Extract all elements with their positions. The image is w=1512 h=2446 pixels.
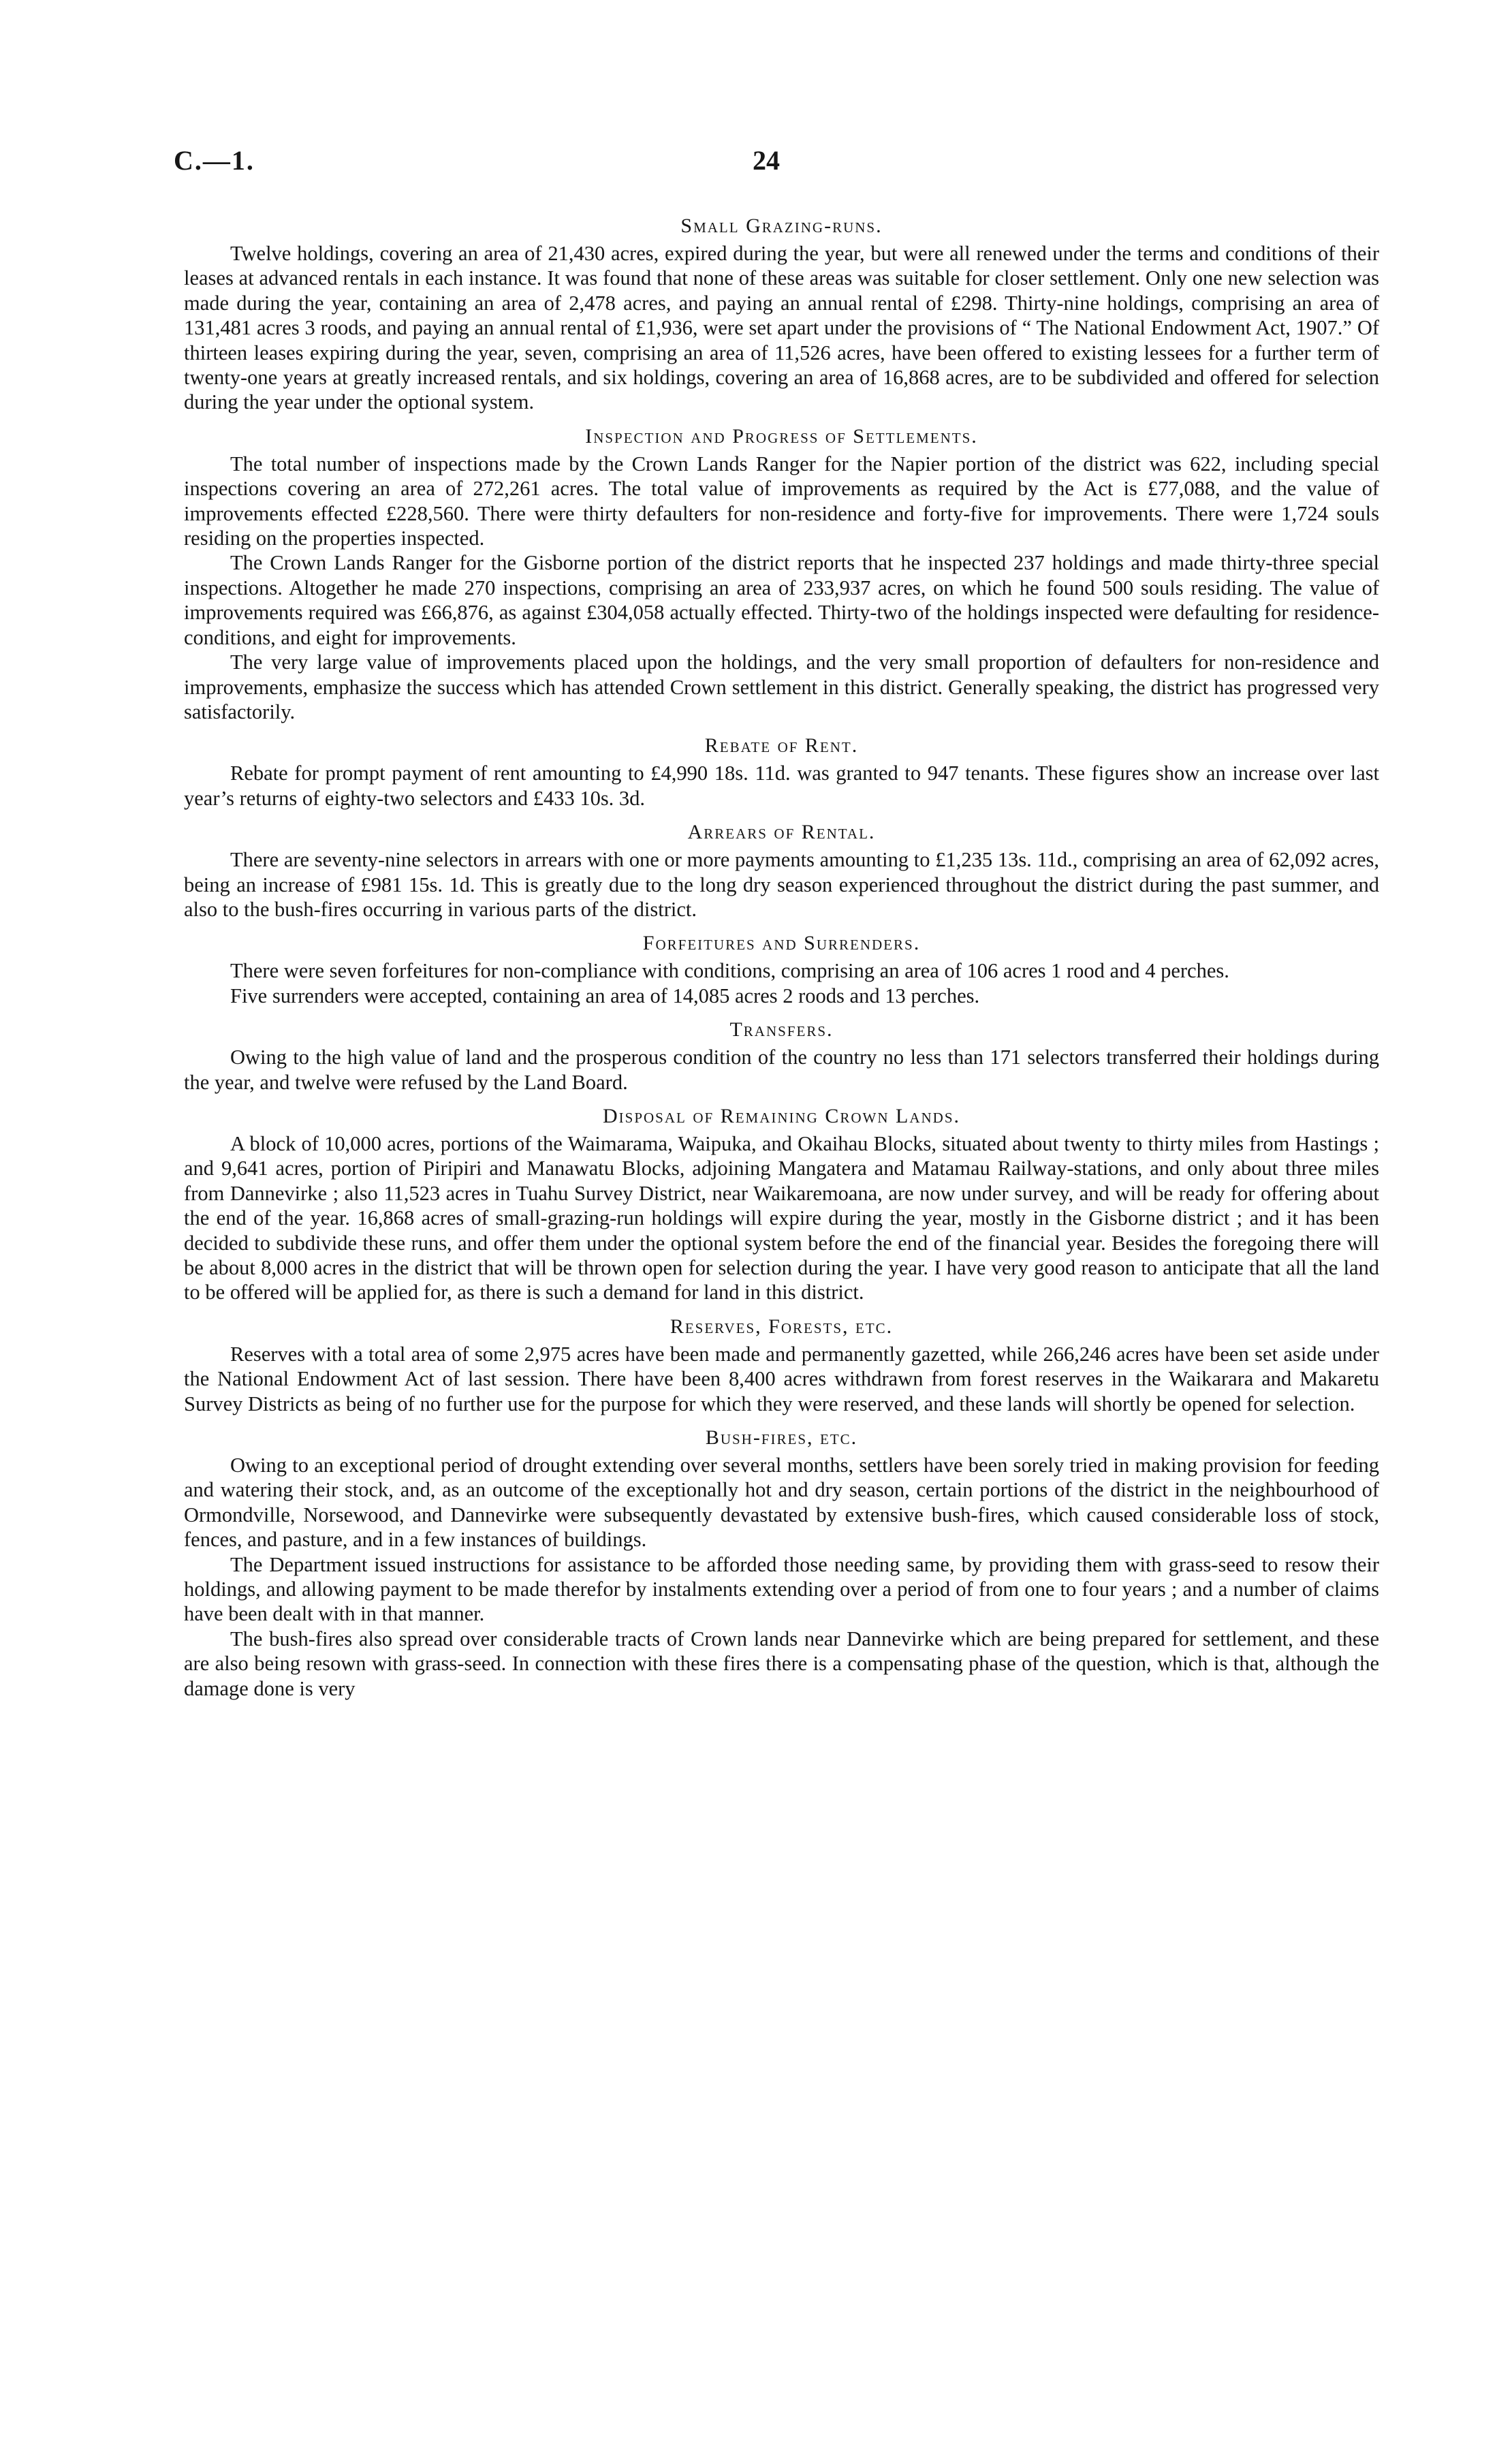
paragraph: Rebate for prompt payment of rent amounting to £4,990 18s. 11d. was granted to 947 tenants. These figures show an increase over last year’s returns of eighty-two selectors and £433 10s. 3d. — [184, 762, 1379, 810]
section-heading: Rebate of Rent. — [704, 734, 859, 757]
section-heading: Small Grazing-runs. — [680, 215, 883, 237]
section-heading: Inspection and Progress of Settlements. — [585, 424, 978, 448]
section-heading: Bush-fires, etc. — [705, 1426, 858, 1449]
section-forfeitures-surrenders — [184, 930, 1379, 1008]
section-bush-fires — [184, 1424, 1379, 1701]
section-rebate-of-rent — [184, 732, 1379, 811]
section-inspection-progress — [184, 423, 1379, 724]
paragraph: There were seven forfeitures for non-compliance with conditions, comprising an area of 106 acres 1 rood and 4 perches. — [230, 959, 1229, 983]
section-heading: Disposal of Remaining Crown Lands. — [602, 1104, 961, 1127]
paragraph: The total number of inspections made by the Crown Lands Ranger for the Napier portion of the district was 622, including special inspections covering an area of 272,261 acres. The total value of improvements as required by the Act is £77,088, and the value of improvements effected £228,560. There were thirty defaulters for non-residence and forty-five for improvements. There were 1,724 souls residing on the properties inspected. — [184, 452, 1379, 550]
page-number: 24 — [753, 145, 780, 176]
paragraph: Owing to the high value of land and the prosperous condition of the country no less than 171 selectors transferred their holdings during the year, and twelve were refused by the Land Board. — [184, 1046, 1379, 1094]
section-heading: Arrears of Rental. — [687, 821, 876, 844]
section-heading: Transfers. — [729, 1018, 834, 1041]
paragraph: The very large value of improvements placed upon the holdings, and the very small proportion of defaulters for non-residence and improvements, emphasize the success which has attended Crown settlement in this district. Generally speaking, the district has progressed very satisfactorily. — [184, 650, 1379, 723]
section-disposal-crown-lands — [184, 1103, 1379, 1305]
paragraph: Owing to an exceptional period of drought extending over several months, settlers have been sorely tried in making provision for feeding and watering their stock, and, as an outcome of the exceptionally hot and dry season, certain portions of the district in the neighbourhood of Ormondville, Norsewood, and Dannevirke were subsequently devastated by extensive bush-fires, which caused considerable loss of stock, fences, and pasture, and in a few instances of buildings. — [184, 1454, 1379, 1552]
paragraph: The Crown Lands Ranger for the Gisborne portion of the district reports that he inspected 237 holdings and made thirty-three special inspections. Altogether he made 270 inspections, comprising an area of 233,937 acres, on which he found 500 souls residing. The value of improvements required was £66,876, as against £304,058 actually effected. Thirty-two of the holdings inspected were defaulting for residence-conditions, and eight for improvements. — [184, 551, 1379, 649]
section-transfers — [184, 1016, 1379, 1095]
section-heading: Reserves, Forests, etc. — [670, 1315, 894, 1338]
paragraph: The Department issued instructions for assistance to be afforded those needing same, by providing them with grass-seed to resow their holdings, and allowing payment to be made therefor by instalments extending over a period of from one to four years ; and a number of claims have been dealt with in that manner. — [184, 1552, 1379, 1626]
page-header — [174, 144, 1379, 185]
paragraph: Five surrenders were accepted, containing an area of 14,085 acres 2 roods and 13 perches. — [230, 984, 980, 1007]
paragraph: A block of 10,000 acres, portions of the Waimarama, Waipuka, and Okaihau Blocks, situated about twenty to thirty miles from Hastings ; and 9,641 acres, portion of Piripiri and Manawatu Blocks, adjoining Mangatera and Matamau Railway-stations, and only about three miles from Dannevirke ; also 11,523 acres in Tuahu Survey District, near Waikaremoana, are now under survey, and will be ready for offering about the end of the year. 16,868 acres of small-grazing-run holdings will expire during the year, mostly in the Gisborne district ; and it has been decided to subdivide these runs, and offer them under the optional system before the end of the financial year. Besides the foregoing there will be about 8,000 acres in the district that will be thrown open for selection during the year. I have very good reason to anticipate that all the land to be offered will be applied for, as there is such a demand for land in this district. — [184, 1131, 1379, 1304]
paragraph: Twelve holdings, covering an area of 21,430 acres, expired during the year, but were all renewed under the terms and conditions of their leases at advanced rentals in each instance. It was found that none of these areas was suitable for closer settlement. Only one new selection was made during the year, containing an area of 2,478 acres, and paying an annual rental of £298. Thirty-nine holdings, comprising an area of 131,481 acres 3 roods, and paying an annual rental of £1,936, were set apart under the provisions of “ The National Endowment Act, 1907.” Of thirteen leases expiring during the year, seven, comprising an area of 11,526 acres, have been offered to existing lessees for a further term of twenty-one years at greatly increased rentals, and six holdings, covering an area of 16,868 acres, are to be subdivided and offered for selection during the year under the optional system. — [184, 242, 1379, 414]
page-content — [184, 204, 1379, 1701]
document-reference: C.—1. — [174, 145, 255, 176]
section-heading: Forfeitures and Surrenders. — [642, 932, 921, 955]
paragraph: Reserves with a total area of some 2,975 acres have been made and permanently gazetted, while 266,246 acres have been set aside under the National Endowment Act of last session. There have been 8,400 acres withdrawn from forest reserves in the Waikarara and Makaretu Survey Districts as being of no further use for the purpose for which they were reserved, and these lands will shortly be opened for selection. — [184, 1342, 1379, 1415]
section-small-grazing-runs — [184, 213, 1379, 415]
paragraph: There are seventy-nine selectors in arrears with one or more payments amounting to £1,235 13s. 11d., comprising an area of 62,092 acres, being an increase of £981 15s. 1d. This is greatly due to the long dry season experienced throughout the district during the past summer, and also to the bush-fires occurring in various parts of the district. — [184, 848, 1379, 921]
section-arrears-of-rental — [184, 819, 1379, 922]
paragraph: The bush-fires also spread over considerable tracts of Crown lands near Dannevirke which are being prepared for settlement, and these are also being resown with grass-seed. In connection with these fires there is a compensating phase of the question, which is that, although the damage done is very — [184, 1627, 1379, 1700]
section-reserves-forests — [184, 1313, 1379, 1416]
